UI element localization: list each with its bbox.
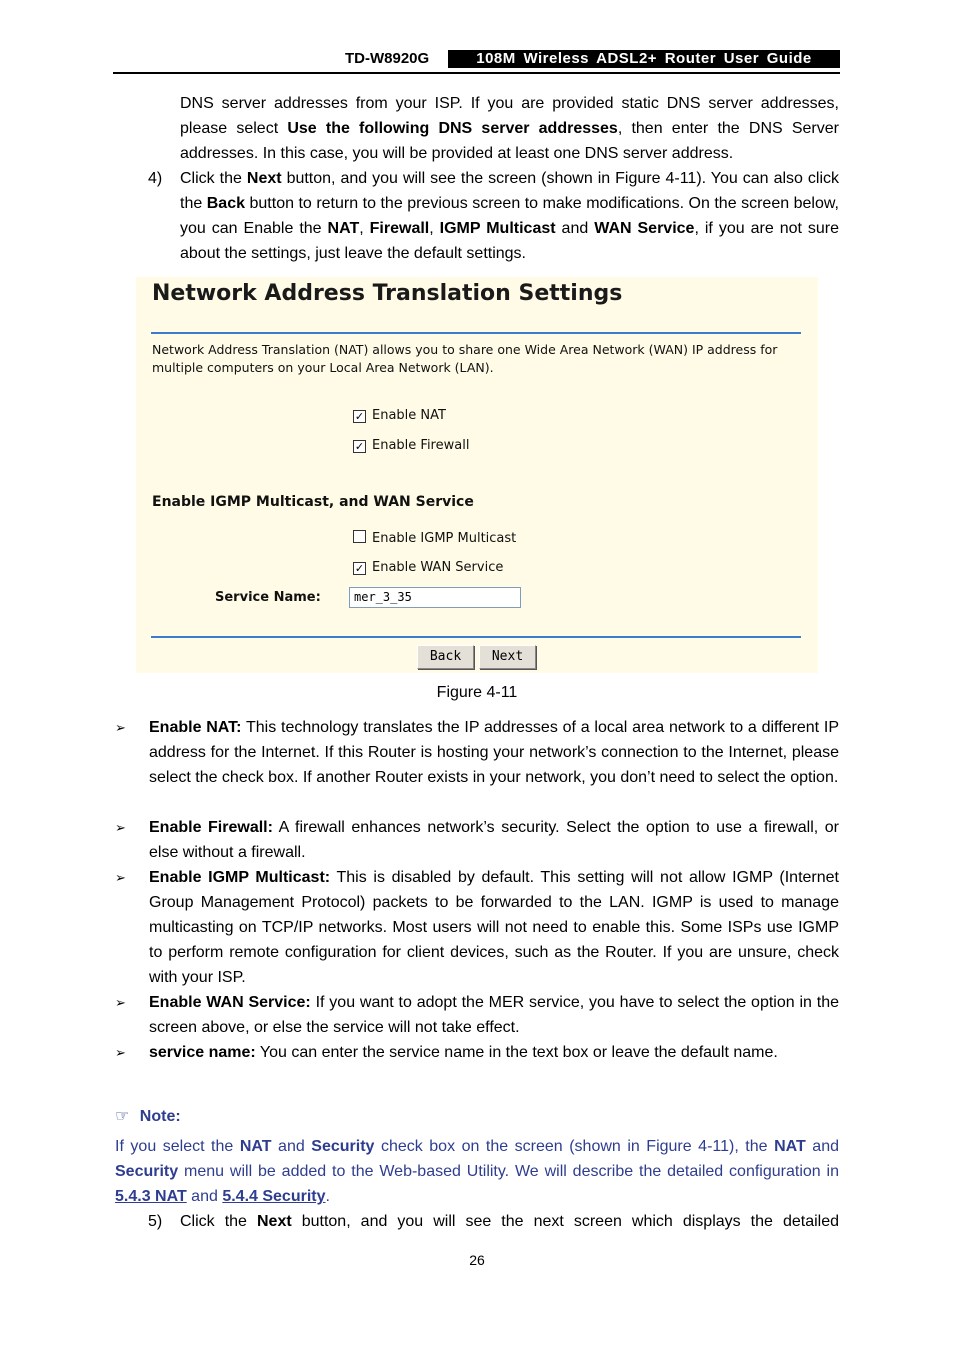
enable-firewall-label: Enable Firewall — [372, 438, 470, 453]
note-heading: ☞ Note: — [115, 1108, 181, 1125]
enable-wan-service-checkbox[interactable]: ✓ — [354, 562, 365, 575]
bullet-arrow-icon: ➢ — [115, 870, 126, 885]
bullet-enable-wan-service: Enable WAN Service: If you want to adopt the MER service, you have to select the option in the screen above, or else the service will not take effect. — [149, 994, 840, 1036]
bullet-enable-igmp: Enable IGMP Multicast: This is disabled by default. This setting will not allow IGMP (Internet Group Management Protocol) packets to be forwarded to the LAN. IGMP is used to manage multicasting on TCP/IP networks. Most users will not need to enable this. Some ISPs use IGMP to perform remote configuration for client devices, such as the Router. If you are unsure, check with your ISP. — [149, 869, 839, 986]
page-header — [113, 50, 840, 74]
pointing-hand-icon: ☞ — [115, 1108, 130, 1125]
bullet-service-name: service name: You can enter the service name in the text box or leave the default name. — [149, 1044, 778, 1061]
service-name-input[interactable]: mer_3_35 — [349, 587, 521, 608]
back-button[interactable]: Back — [417, 645, 474, 669]
bullet-arrow-icon: ➢ — [115, 1045, 126, 1060]
bottom-divider — [151, 636, 801, 638]
step-4-number: 4) — [148, 170, 163, 187]
step-5-number: 5) — [148, 1213, 163, 1230]
intro-paragraph: DNS server addresses from your ISP. If you are provided static DNS server addresses, please select Use the following DNS server addresses, then enter the DNS Server addresses. In this case, you will be provided at least one DNS server address. — [180, 95, 839, 162]
igmp-wan-heading: Enable IGMP Multicast, and WAN Service — [152, 494, 474, 510]
service-name-label: Service Name: — [215, 590, 321, 605]
link-nat-section[interactable]: 5.4.3 NAT — [115, 1188, 187, 1205]
bullet-arrow-icon: ➢ — [115, 720, 126, 735]
next-button[interactable]: Next — [479, 645, 536, 669]
enable-firewall-checkbox[interactable]: ✓ — [354, 440, 365, 453]
link-security-section[interactable]: 5.4.4 Security — [222, 1188, 326, 1205]
bullet-enable-firewall: Enable Firewall: A firewall enhances network’s security. Select the option to use a firewall, or else without a firewall. — [149, 819, 840, 861]
enable-wan-service-label: Enable WAN Service — [372, 560, 504, 575]
enable-wan-service-row[interactable] — [353, 560, 503, 576]
step-5-paragraph: Click the Next button, and you will see the next screen which displays the detailed — [180, 1213, 840, 1230]
header-title: 108M Wireless ADSL2+ Router User Guide — [448, 50, 840, 68]
note-paragraph: If you select the NAT and Security check box on the screen (shown in Figure 4-11), the NAT and Security menu will be added to the Web-based Utility. We will describe the detailed configuration in 5.4.3 NAT and 5.4.4 Security. — [115, 1138, 839, 1205]
enable-nat-row[interactable] — [353, 408, 446, 424]
enable-firewall-row[interactable] — [353, 438, 469, 454]
enable-nat-checkbox[interactable]: ✓ — [354, 410, 365, 423]
page-number: 26 — [469, 1252, 485, 1268]
enable-igmp-row[interactable] — [353, 530, 516, 546]
bullet-arrow-icon: ➢ — [115, 995, 126, 1010]
bullet-enable-nat: Enable NAT: This technology translates the IP addresses of a local area network to a different IP address for the Internet. If this Router is hosting your network’s connection to the Internet, please select the check box. If another Router exists in your network, you don’t need to select the option. — [149, 719, 839, 786]
nat-description: Network Address Translation (NAT) allows you to share one Wide Area Network (WAN) IP address for multiple computers on your Local Area Network (LAN). — [152, 342, 778, 375]
enable-nat-label: Enable NAT — [372, 408, 446, 423]
enable-igmp-label: Enable IGMP Multicast — [372, 531, 517, 546]
header-model: TD-W8920G — [345, 50, 430, 67]
nat-settings-screenshot — [136, 277, 818, 673]
step-4-paragraph: Click the Next button, and you will see the screen (shown in Figure 4-11). You can also click the Back button to return to the previous screen to make modifications. On the screen below, you can Enable the NAT, Firewall, IGMP Multicast and WAN Service, if you are not sure about the settings, just leave the default settings. — [180, 170, 840, 262]
bullet-arrow-icon: ➢ — [115, 820, 126, 835]
top-divider — [151, 332, 801, 334]
enable-igmp-checkbox[interactable] — [353, 530, 366, 543]
screen-title: Network Address Translation Settings — [152, 281, 623, 306]
figure-caption: Figure 4-11 — [436, 684, 518, 701]
